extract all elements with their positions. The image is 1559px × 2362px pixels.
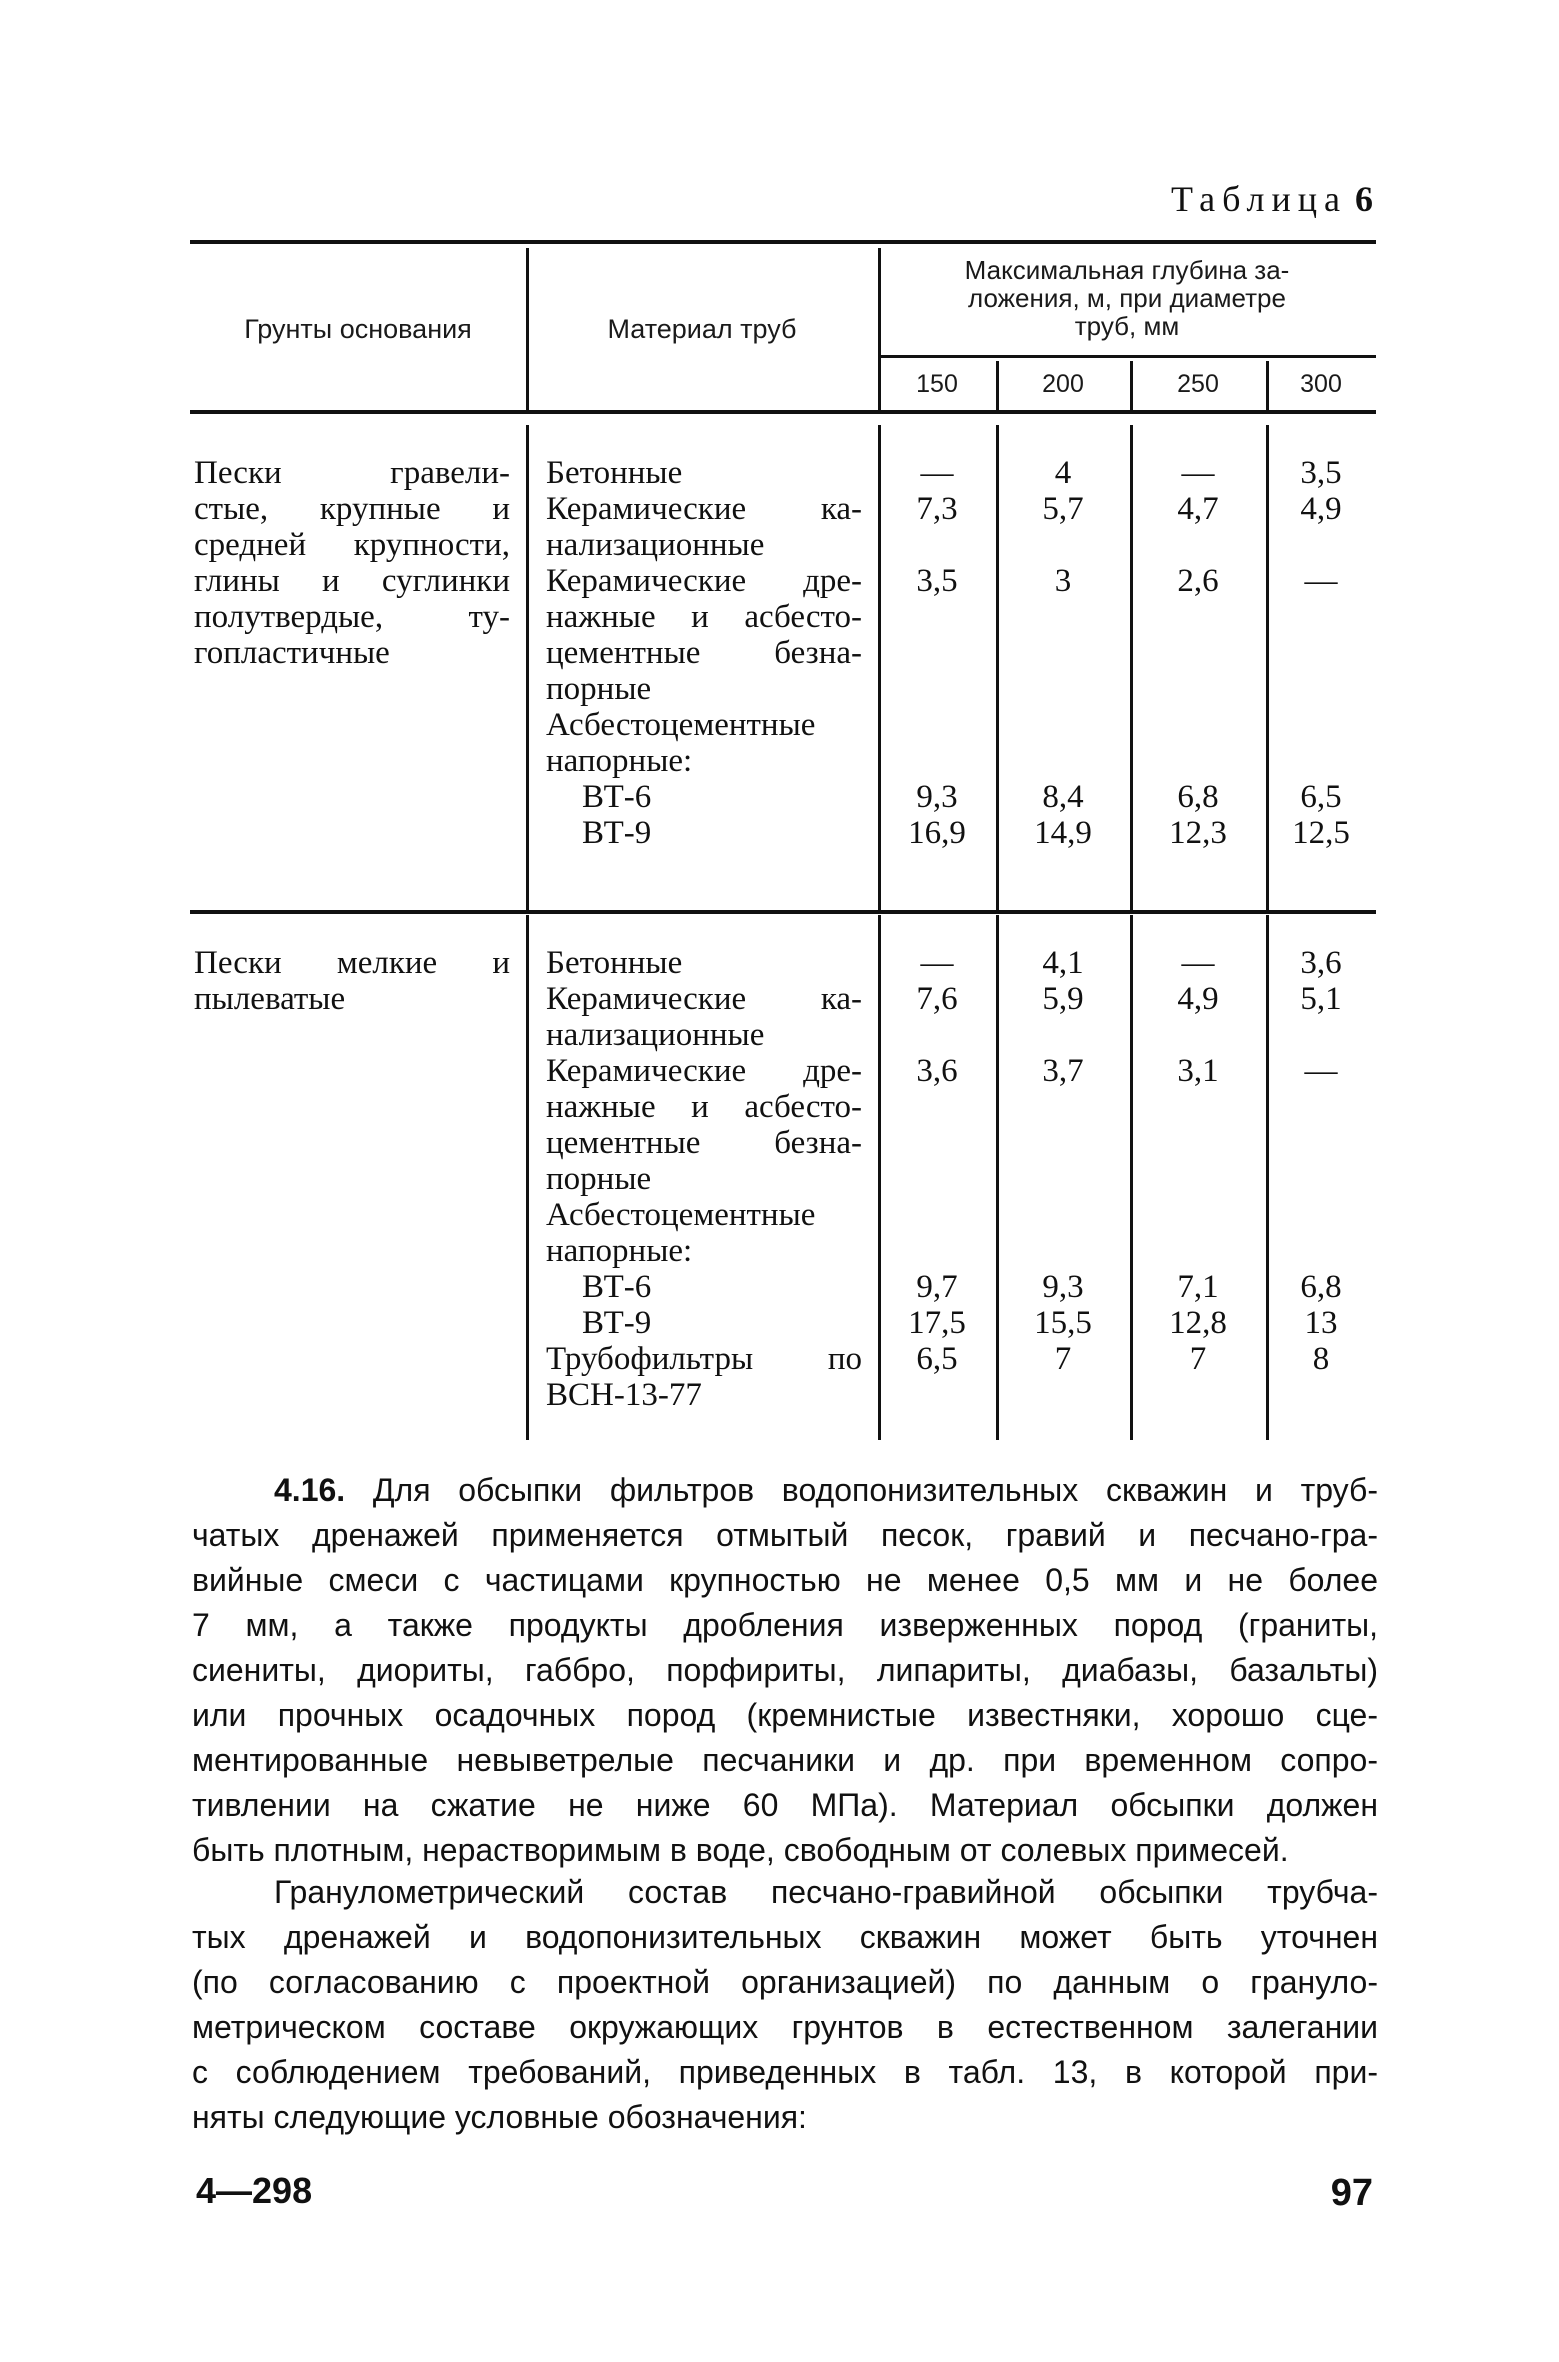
material-depth-divider-body (878, 425, 881, 910)
paragraph (192, 1468, 1378, 1873)
material-line: напорные: (546, 1233, 693, 1269)
depth-value: 17,5 (908, 1305, 966, 1341)
material-line: Керамические ка- (546, 491, 862, 527)
depth-value: 6,8 (1177, 779, 1219, 815)
depth-value: 15,5 (1034, 1305, 1092, 1341)
paragraph-line: Гранулометрический состав песчано-гравийной обсыпки трубча- (274, 1874, 1378, 1910)
depth-value: — (1181, 455, 1215, 491)
soil-line: Пески гравели- (194, 455, 510, 491)
paragraph-line: 7 мм, а также продукты дробления изверженных пород (граниты, (192, 1607, 1378, 1643)
paragraph-line: или прочных осадочных пород (кремнистые известняки, хорошо сце- (192, 1697, 1378, 1733)
soil-line: Пески мелкие и (194, 945, 510, 981)
soil-cell (194, 945, 510, 1017)
depth-value: 3,5 (1300, 455, 1342, 491)
material-line: Трубофильтры по (546, 1341, 862, 1377)
depth-value: 3,6 (1300, 945, 1342, 981)
material-line: нализационные (546, 1017, 765, 1053)
material-line: Бетонные (546, 455, 683, 491)
table-title (1171, 178, 1373, 220)
material-line: Асбестоцементные (546, 707, 816, 743)
material-depth-divider-body (878, 915, 881, 1440)
depth-value: — (1304, 563, 1338, 599)
header-diameter-150: 150 (916, 370, 958, 398)
material-line: ВСН-13-77 (546, 1377, 702, 1413)
depth-value: 9,3 (916, 779, 958, 815)
material-line: напорные: (546, 743, 693, 779)
depth-value: 3 (1054, 563, 1072, 599)
depth-value: 6,8 (1300, 1269, 1342, 1305)
header-diameter-300: 300 (1300, 370, 1342, 398)
paragraph-line: метрическом составе окружающих грунтов в естественном залегании (192, 2009, 1378, 2045)
depth-value: 7,1 (1177, 1269, 1219, 1305)
depth-value: — (920, 455, 954, 491)
depth-value: 3,6 (916, 1053, 958, 1089)
header-depth-line: ложения, м, при диаметре (968, 283, 1286, 313)
page-number: 97 (1330, 2172, 1373, 2214)
paragraph-line: тивлении на сжатие не ниже 60 МПа). Материал обсыпки должен (192, 1787, 1378, 1823)
paragraph-line: тых дренажей и водопонизительных скважин может быть уточнен (192, 1919, 1378, 1955)
header-diameter-250: 250 (1177, 370, 1219, 398)
depth-value: 7,3 (916, 491, 958, 527)
header-diameter-200: 200 (1042, 370, 1084, 398)
depth-value: 3,1 (1177, 1053, 1219, 1089)
depth-value: 5,9 (1042, 981, 1084, 1017)
section-number: 4.16. (274, 1472, 346, 1508)
soil-cell (194, 455, 510, 671)
material-line: нажные и асбесто- (546, 1089, 862, 1125)
paragraph-line: няты следующие условные обозначения: (192, 2099, 807, 2135)
table-title-number: 6 (1355, 179, 1373, 219)
paragraph-line: чатых дренажей применяется отмытый песок, гравий и песчано-гра- (192, 1517, 1378, 1553)
depth-value: 12,8 (1169, 1305, 1227, 1341)
material-line: Керамические дре- (546, 563, 862, 599)
depth-value: 5,7 (1042, 491, 1084, 527)
paragraph (192, 1870, 1378, 2140)
material-line: Асбестоцементные (546, 1197, 816, 1233)
soil-line: средней крупности, (194, 527, 510, 563)
depth-value: 3,5 (916, 563, 958, 599)
depth-value: 6,5 (1300, 779, 1342, 815)
depth-value: 6,5 (916, 1341, 958, 1377)
depth-value: 12,5 (1292, 815, 1350, 851)
paragraph-line: (по согласованию с проектной организацией) по данным о грануло- (192, 1964, 1378, 2000)
diameter-sub-rule (878, 355, 1376, 358)
header-depth (878, 256, 1376, 340)
soil-line: стые, крупные и (194, 491, 510, 527)
soil-material-divider-body (526, 425, 529, 910)
depth-value: 4,9 (1300, 491, 1342, 527)
col-250-300-divider-body (1266, 915, 1269, 1440)
material-line: нализационные (546, 527, 765, 563)
soil-material-divider-body (526, 915, 529, 1440)
depth-value: — (1181, 945, 1215, 981)
depth-value: 5,1 (1300, 981, 1342, 1017)
depth-value: 4,1 (1042, 945, 1084, 981)
material-line: ВТ-6 (582, 779, 652, 815)
header-depth-line: Максимальная глубина за- (964, 255, 1290, 285)
material-line: порные (546, 671, 652, 707)
material-line: цементные безна- (546, 635, 862, 671)
depth-value: 7 (1054, 1341, 1072, 1377)
depth-value: 4,9 (1177, 981, 1219, 1017)
soil-line: полутвердые, ту- (194, 599, 510, 635)
table-group-rule (190, 910, 1376, 914)
table-title-word: Таблица (1171, 179, 1347, 219)
paragraph-line: с соблюдением требований, приведенных в табл. 13, в которой при- (192, 2054, 1378, 2090)
paragraph-line: 4.16. Для обсыпки фильтров водопонизительных скважин и труб- (274, 1472, 1378, 1508)
soil-line: пылеватые (194, 981, 346, 1017)
material-cell (546, 945, 862, 1413)
depth-value: — (1304, 1053, 1338, 1089)
material-line: нажные и асбесто- (546, 599, 862, 635)
paragraph-line: вийные смеси с частицами крупностью не менее 0,5 мм и не более (192, 1562, 1378, 1598)
material-line: ВТ-9 (582, 1305, 652, 1341)
depth-value: 8 (1312, 1341, 1330, 1377)
paragraph-line: быть плотным, нерастворимым в воде, свободным от солевых примесей. (192, 1832, 1289, 1868)
material-line: порные (546, 1161, 652, 1197)
material-line: Керамические ка- (546, 981, 862, 1017)
soil-line: гопластичные (194, 635, 390, 671)
col-200-250-divider-body (1130, 915, 1133, 1440)
table-header-rule (190, 410, 1376, 414)
depth-value: 3,7 (1042, 1053, 1084, 1089)
col-200-250-divider-body (1130, 425, 1133, 910)
signature-mark: 4—298 (196, 2170, 313, 2211)
depth-value: — (920, 945, 954, 981)
depth-value: 9,7 (916, 1269, 958, 1305)
depth-value: 7,6 (916, 981, 958, 1017)
header-soil: Грунты основания (244, 314, 472, 344)
depth-value: 4,7 (1177, 491, 1219, 527)
table-top-rule (190, 240, 1376, 244)
depth-value: 14,9 (1034, 815, 1092, 851)
col-150-200-divider-body (996, 425, 999, 910)
depth-value: 16,9 (908, 815, 966, 851)
material-line: Керамические дре- (546, 1053, 862, 1089)
col-250-300-divider-body (1266, 425, 1269, 910)
header-depth-line: труб, мм (1074, 311, 1180, 341)
material-line: цементные безна- (546, 1125, 862, 1161)
paragraph-line: сиениты, диориты, габбро, порфириты, липариты, диабазы, базальты) (192, 1652, 1378, 1688)
paragraph-line: ментированные невыветрелые песчаники и др. при временном сопро- (192, 1742, 1378, 1778)
material-line: ВТ-9 (582, 815, 652, 851)
depth-value: 12,3 (1169, 815, 1227, 851)
material-cell (546, 455, 862, 851)
depth-value: 7 (1189, 1341, 1207, 1377)
material-line: ВТ-6 (582, 1269, 652, 1305)
depth-value: 2,6 (1177, 563, 1219, 599)
material-line: Бетонные (546, 945, 683, 981)
depth-value: 13 (1304, 1305, 1338, 1341)
depth-value: 4 (1054, 455, 1072, 491)
depth-value: 9,3 (1042, 1269, 1084, 1305)
soil-line: глины и суглинки (194, 563, 510, 599)
col-150-200-divider-body (996, 915, 999, 1440)
header-material: Материал труб (607, 314, 797, 344)
depth-value: 8,4 (1042, 779, 1084, 815)
